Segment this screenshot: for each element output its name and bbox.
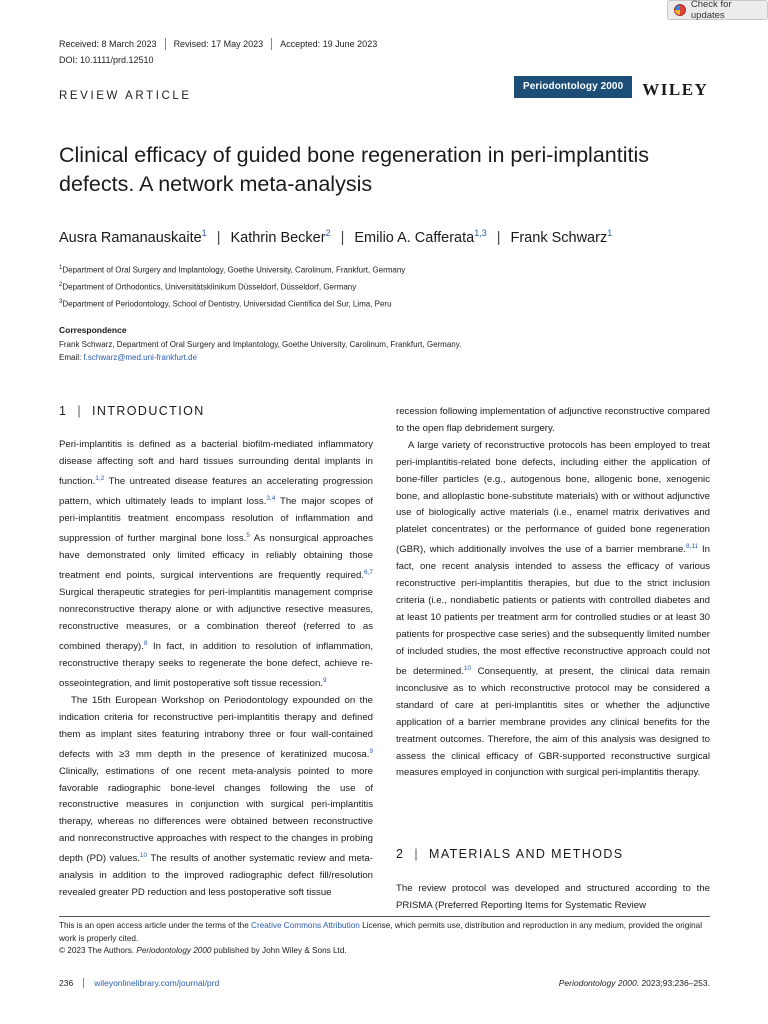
section-heading-methods: 2 | MATERIALS AND METHODS	[396, 847, 624, 861]
citation: Periodontology 2000. 2023;93:236–253.	[558, 978, 710, 988]
correspondence-heading: Correspondence	[59, 325, 127, 335]
article-dates	[59, 38, 385, 50]
creative-commons-link[interactable]: Creative Commons Attribution	[251, 921, 360, 930]
author-name: Ausra Ramanauskaite$^1$	[59, 228, 207, 246]
crossmark-icon	[674, 4, 686, 16]
body-column-right-methods	[396, 881, 710, 915]
page-footer	[59, 978, 710, 988]
publisher-logo: WILEY	[642, 80, 709, 99]
license-note: This is an open access article under the terms of the Creative Commons Attribution License, which permits use, distribution and reproduction in any medium, provided the original work is properly cited. © 2023 The Authors. Periodontology 2000 published by John Wiley & Sons Ltd.	[59, 921, 703, 955]
footnote-divider	[59, 916, 710, 917]
page-number: 236	[59, 978, 84, 988]
article-title: Clinical efficacy of guided bone regeneration in peri-implantitis defects. A network meta-analysis	[59, 143, 649, 196]
doi: DOI: 10.1111/prd.12510	[59, 55, 154, 65]
author-name: Frank Schwarz$^1$	[510, 228, 613, 246]
author-name: Kathrin Becker$^2$	[230, 228, 331, 246]
author-name: Emilio A. Cafferata$^{1,3}$	[354, 228, 487, 246]
received-date: Received: 8 March 2023	[59, 38, 166, 50]
article-type: REVIEW ARTICLE	[59, 90, 192, 102]
check-for-updates-label: Check for updates	[690, 0, 732, 21]
journal-branding	[514, 74, 708, 100]
paragraph: The review protocol was developed and structured according to the PRISMA (Preferred Reporting Items for Systematic Review	[396, 883, 710, 911]
revised-date: Revised: 17 May 2023	[166, 38, 273, 50]
affiliation: $^3$Department of Periodontology, School of Dentistry, Universidad Científica del Sur, Lima, Peru	[59, 299, 392, 309]
affiliation: $^2$Department of Orthodontics, Universitätsklinikum Düsseldorf, Düsseldorf, Germany	[59, 282, 357, 292]
author-list: Ausra Ramanauskaite$^1$ | Kathrin Becker$^2$ | Emilio A. Cafferata$^{1,3}$ | Frank Schwarz$^1$	[59, 228, 613, 246]
paragraph: A large variety of reconstructive protocols has been employed to treat peri-implantitis-related bone defects, including either the application of bone-filler particles (e.g., autogenous bone, allogenic bone, xenogenic bone, and alloplastic bone-substitute materials) with or without adjunctive use of biologically active materials (i.e., enamel matrix derivatives and platelet concentrates) or the performance of guided bone regeneration (GBR), which additionally involves the use of a barrier membrane.$^{8,11}$ In fact, one recent analysis intended to assess the efficacy of various reconstructive peri-implantitis therapies, but due to the strict inclusion criteria (i.e., nondiabetic patients or patients with controlled diabetes and at least 10 patients per treatment arm for controlled studies or at least 30 patients for prospective case series) and the subsequently limited number of included studies, the most effective reconstructive approach could not be determined.$^{10}$ Consequently, at present, the clinical data remain inconclusive as to which reconstructive protocol may be considered a standard of care at peri-implantitis sites or whether the adjunctive application of a barrier membrane provides any clinical benefits for the treatment outcomes. Therefore, the aim of this analysis was designed to assess the clinical efficacy of GBR-supported reconstructive surgical measures employed in conjunction with surgical peri-implantitis therapy.	[396, 439, 710, 779]
paragraph: recession following implementation of adjunctive reconstructive compared to the open flap debridement surgery.	[396, 406, 710, 434]
section-heading-introduction: 1 | INTRODUCTION	[59, 404, 205, 418]
paragraph: Peri-implantitis is defined as a bacterial biofilm-mediated inflammatory disease affecting soft and hard tissues surrounding dental implants in function.$^{1,2}$ The untreated disease features an accelerating progression pattern, which ultimately leads to implant loss.$^{3,4}$ The major scopes of peri-implantitis treatment encompass resolution of inflammation and suppression of further marginal bone loss.$^5$ As nonsurgical approaches have demonstrated only limited efficacy in reliably obtaining those treatment end points, surgical interventions are frequently required.$^{6,7}$ Surgical therapeutic strategies for peri-implantitis management comprise nonreconstructive therapy alone or with adjunctive resective measures, reconstructive measures, or a combination thereof (referred to as combined therapy).$^8$ In fact, in addition to resolution of inflammation, reconstructive therapy seeks to regenerate the bone defect, achieve re-osseointegration, and limit postoperative soft tissue recession.$^9$	[59, 439, 374, 689]
correspondence-details: Frank Schwarz, Department of Oral Surgery and Implantology, Goethe University, Carolinum, Frankfurt, Germany. Email: f.schwarz@med.uni-frankfurt.de	[59, 340, 462, 362]
journal-badge: Periodontology 2000	[514, 76, 632, 98]
accepted-date: Accepted: 19 June 2023	[280, 39, 378, 49]
journal-url-link[interactable]: wileyonlinelibrary.com/journal/prd	[94, 978, 220, 988]
email-link[interactable]: f.schwarz@med.uni-frankfurt.de	[83, 353, 197, 362]
affiliation: $^1$Department of Oral Surgery and Implantology, Goethe University, Carolinum, Frankfurt, Germany	[59, 265, 406, 275]
body-column-left	[59, 437, 373, 902]
paragraph: The 15th European Workshop on Periodontology expounded on the indication criteria for reconstructive peri-implantitis therapy and defined them as implant sites featuring intrabony three or four wall-contained defects with ≥3 mm depth in the presence of keratinized mucosa.$^9$ Clinically, estimations of one recent meta-analysis pointed to more favorable radiographic bone-level changes following the use of reconstructive measures in conjunction with surgical peri-implantitis therapy, whereas no differences were obtained between reconstructive and nonreconstructive approaches with respect to the changes in probing depth (PD) values.$^{10}$ The results of another systematic review and meta-analysis in addition to the improved radiographic defect fill/resolution revealed greater PD reduction and less postoperative soft tissue	[59, 694, 373, 899]
body-column-right	[396, 404, 710, 782]
check-for-updates-button[interactable]	[667, 0, 768, 20]
